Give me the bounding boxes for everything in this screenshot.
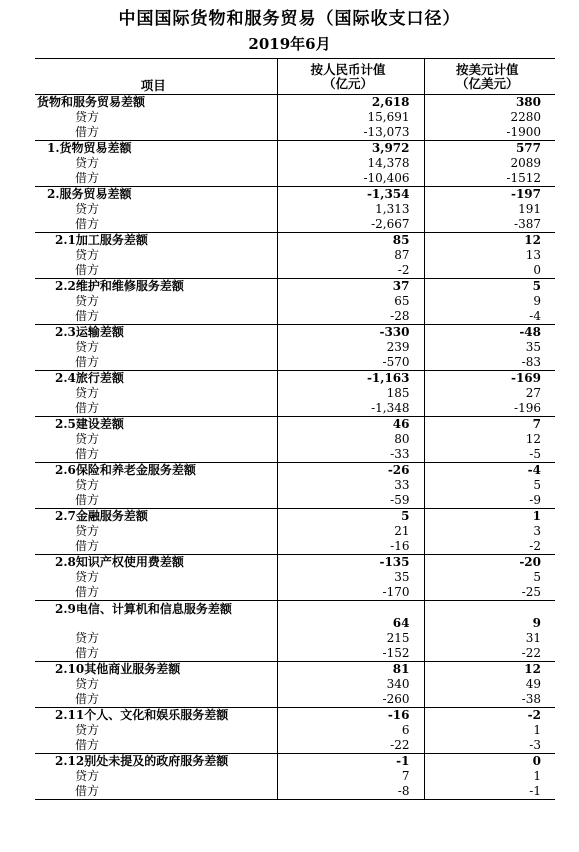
table-row-detail [35,202,555,217]
usd-value: -48 [424,325,555,341]
table-row-detail [35,386,555,401]
trade-table [35,58,555,800]
usd-value: -1900 [424,125,555,141]
table-row-detail [35,646,555,662]
usd-value: 5 [424,478,555,493]
cny-value: -170 [277,585,424,601]
cny-value: -22 [277,738,424,754]
table-row-balance [35,417,555,433]
usd-value: 2089 [424,156,555,171]
usd-value: 27 [424,386,555,401]
usd-value: 9 [424,294,555,309]
usd-value: -4 [424,463,555,479]
table-header-row [35,59,555,95]
row-label: 2.8知识产权使用费差额 [35,555,277,571]
cny-value: -1,163 [277,371,424,387]
cny-value: -59 [277,493,424,509]
column-header-item: 项目 [35,59,277,95]
usd-value: 191 [424,202,555,217]
row-label: 2.7金融服务差额 [35,509,277,525]
cny-value: -10,406 [277,171,424,187]
table-row-detail [35,447,555,463]
cny-value: 215 [277,631,424,646]
row-label: 贷方 [35,570,277,585]
row-label: 借方 [35,493,277,509]
cny-value: 239 [277,340,424,355]
usd-value: 12 [424,233,555,249]
row-label: 2.1加工服务差额 [35,233,277,249]
row-label: 贷方 [35,294,277,309]
cny-value: -1,354 [277,187,424,203]
table-row-detail [35,355,555,371]
cny-value: -26 [277,463,424,479]
row-label: 借方 [35,539,277,555]
row-label: 2.3运输差额 [35,325,277,341]
usd-value: 12 [424,432,555,447]
table-row-detail [35,340,555,355]
usd-value: -1512 [424,171,555,187]
usd-value: 1 [424,723,555,738]
cny-value: 185 [277,386,424,401]
row-label: 借方 [35,784,277,800]
table-row-detail [35,769,555,784]
table-row-balance [35,662,555,678]
usd-value: 49 [424,677,555,692]
table-row-detail [35,784,555,800]
table-row-detail [35,738,555,754]
table-row-detail [35,156,555,171]
table-row-balance [35,187,555,203]
usd-value: 7 [424,417,555,433]
row-label: 贷方 [35,156,277,171]
row-label: 1.货物贸易差额 [35,141,277,157]
usd-value: 12 [424,662,555,678]
table-body [35,95,555,800]
table-row-detail [35,478,555,493]
usd-value: -20 [424,555,555,571]
column-header-cny-line2: （亿元） [322,75,373,91]
cny-value: -13,073 [277,125,424,141]
row-label: 借方 [35,692,277,708]
page-title: 中国国际货物和服务贸易（国际收支口径） [118,9,461,29]
row-label: 借方 [35,171,277,187]
row-label: 贷方 [35,524,277,539]
table-row-detail [35,570,555,585]
cny-value: -16 [277,708,424,724]
cny-value: 5 [277,509,424,525]
cny-value: 64 [277,601,424,632]
table-row-detail [35,110,555,125]
row-label: 贷方 [35,723,277,738]
cny-value: -1,348 [277,401,424,417]
table-row-detail [35,263,555,279]
usd-value: 1 [424,769,555,784]
table-row-balance [35,708,555,724]
row-label: 2.2维护和维修服务差额 [35,279,277,295]
usd-value: -169 [424,371,555,387]
usd-value: -2 [424,708,555,724]
column-header-usd [424,59,555,95]
cny-value: 46 [277,417,424,433]
usd-value: -196 [424,401,555,417]
usd-value: -22 [424,646,555,662]
cny-value: 7 [277,769,424,784]
usd-value: 380 [424,95,555,111]
cny-value: -2 [277,263,424,279]
usd-value: -9 [424,493,555,509]
table-row-balance [35,325,555,341]
usd-value: -387 [424,217,555,233]
table-row-balance [35,141,555,157]
row-label: 贷方 [35,110,277,125]
cny-value: 81 [277,662,424,678]
cny-value: 3,972 [277,141,424,157]
row-label: 借方 [35,217,277,233]
table-row-detail [35,432,555,447]
usd-value: -4 [424,309,555,325]
cny-value: -570 [277,355,424,371]
table-row-detail [35,248,555,263]
cny-value: 87 [277,248,424,263]
usd-value: 0 [424,754,555,770]
usd-value: 2280 [424,110,555,125]
row-label: 2.5建设差额 [35,417,277,433]
row-label: 2.4旅行差额 [35,371,277,387]
row-label: 贷方 [35,386,277,401]
table-row-detail [35,401,555,417]
row-label: 借方 [35,738,277,754]
cny-value: -8 [277,784,424,800]
row-label: 2.11个人、文化和娱乐服务差额 [35,708,277,724]
table-row-detail [35,692,555,708]
cny-value: 35 [277,570,424,585]
cny-value: -1 [277,754,424,770]
row-label: 2.9电信、计算机和信息服务差额 [35,601,277,632]
cny-value: -135 [277,555,424,571]
row-label: 借方 [35,585,277,601]
row-label: 贷方 [35,340,277,355]
table-row-balance [35,509,555,525]
table-row-balance [35,601,555,632]
row-label: 借方 [35,646,277,662]
cny-value: -152 [277,646,424,662]
cny-value: 21 [277,524,424,539]
usd-value: 5 [424,570,555,585]
table-row-balance [35,754,555,770]
cny-value: 65 [277,294,424,309]
row-label: 借方 [35,125,277,141]
cny-value: -33 [277,447,424,463]
row-label: 贷方 [35,677,277,692]
usd-value: -5 [424,447,555,463]
cny-value: -330 [277,325,424,341]
row-label: 2.10其他商业服务差额 [35,662,277,678]
row-label: 贷方 [35,478,277,493]
cny-value: -260 [277,692,424,708]
cny-value: 80 [277,432,424,447]
cny-value: 1,313 [277,202,424,217]
table-row-balance [35,279,555,295]
row-label: 贷方 [35,248,277,263]
usd-value: -3 [424,738,555,754]
cny-value: 340 [277,677,424,692]
usd-value: 31 [424,631,555,646]
column-header-usd-line1: 按美元计值 [455,61,519,77]
table-row-balance [35,95,555,111]
table-row-detail [35,309,555,325]
table-row-detail [35,125,555,141]
usd-value: -83 [424,355,555,371]
usd-value: -2 [424,539,555,555]
column-header-cny-line1: 按人民币计值 [310,61,386,77]
row-label: 借方 [35,401,277,417]
cny-value: 85 [277,233,424,249]
row-label: 贷方 [35,432,277,447]
usd-value: 1 [424,509,555,525]
usd-value: 9 [424,601,555,632]
cny-value: 14,378 [277,156,424,171]
usd-value: -25 [424,585,555,601]
usd-value: 13 [424,248,555,263]
table-row-detail [35,524,555,539]
row-label: 借方 [35,309,277,325]
column-header-usd-line2: （亿美元） [455,75,519,91]
usd-value: 0 [424,263,555,279]
table-row-balance [35,555,555,571]
usd-value: 35 [424,340,555,355]
table-row-balance [35,233,555,249]
table-row-detail [35,217,555,233]
table-row-detail [35,677,555,692]
row-label: 借方 [35,447,277,463]
table-row-detail [35,631,555,646]
usd-value: -197 [424,187,555,203]
row-label: 2.12别处未提及的政府服务差额 [35,754,277,770]
row-label: 贷方 [35,202,277,217]
table-row-detail [35,585,555,601]
cny-value: 37 [277,279,424,295]
usd-value: -38 [424,692,555,708]
usd-value: 3 [424,524,555,539]
cny-value: -16 [277,539,424,555]
row-label: 贷方 [35,769,277,784]
table-row-detail [35,171,555,187]
row-label: 2.服务贸易差额 [35,187,277,203]
table-row-detail [35,294,555,309]
cny-value: -2,667 [277,217,424,233]
page-subtitle: 2019年6月 [248,35,331,53]
row-label: 贷方 [35,631,277,646]
table-row-detail [35,539,555,555]
row-label: 借方 [35,263,277,279]
cny-value: 33 [277,478,424,493]
cny-value: 2,618 [277,95,424,111]
usd-value: 577 [424,141,555,157]
cny-value: -28 [277,309,424,325]
column-header-cny [277,59,424,95]
cny-value: 15,691 [277,110,424,125]
table-row-detail [35,723,555,738]
row-label: 2.6保险和养老金服务差额 [35,463,277,479]
table-row-detail [35,493,555,509]
row-label: 借方 [35,355,277,371]
row-label: 货物和服务贸易差额 [35,95,277,111]
usd-value: 5 [424,279,555,295]
table-row-balance [35,371,555,387]
usd-value: -1 [424,784,555,800]
cny-value: 6 [277,723,424,738]
table-row-balance [35,463,555,479]
